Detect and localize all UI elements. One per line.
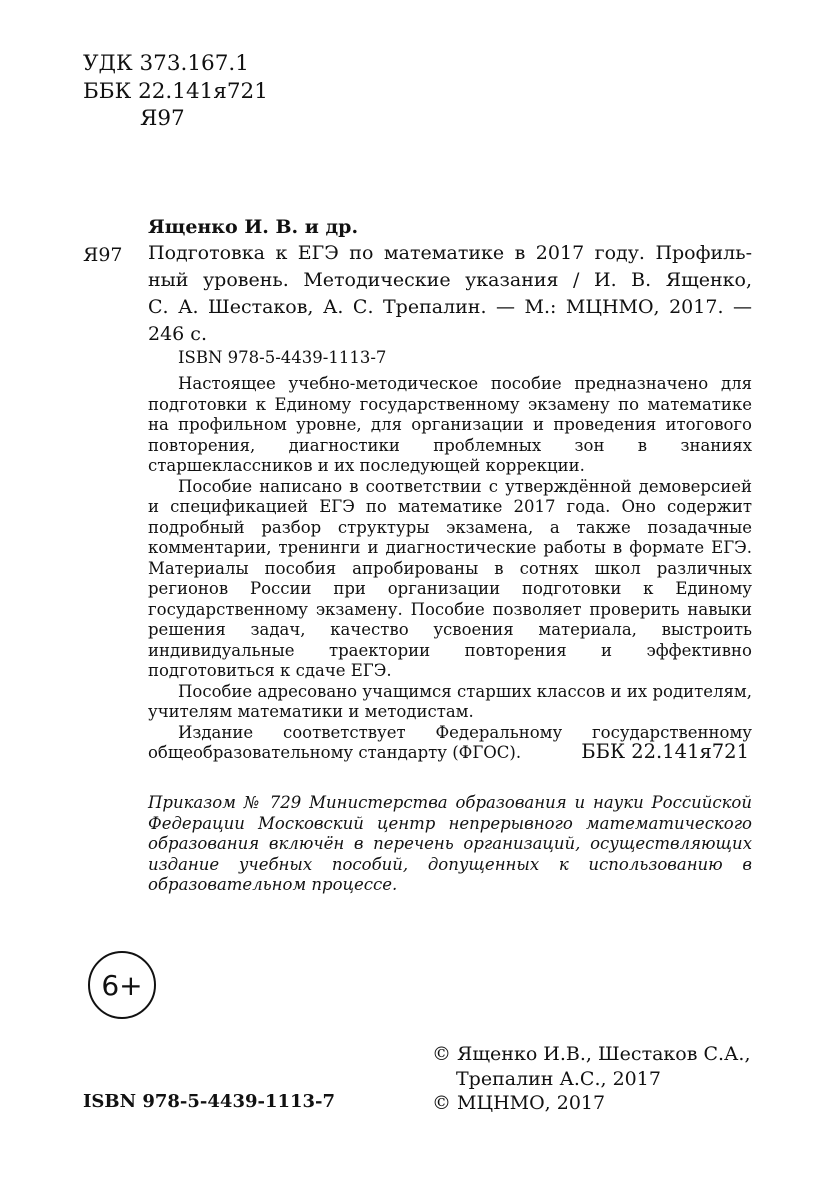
title-line: Подготовка к ЕГЭ по математике в 2017 году. Профиль- <box>148 242 752 264</box>
annotation <box>148 374 752 764</box>
bbk-code: ББК 22.141я721 <box>83 78 268 104</box>
isbn-bottom: ISBN 978-5-4439-1113-7 <box>83 1091 336 1112</box>
classification-codes <box>83 50 268 133</box>
annotation-paragraph: Пособие написано в соответствии с утверждённой демоверсией и спецификацией ЕГЭ по математике 2017 года. Оно содержит подробный разбор структуры экзамена, а также позадачные комментарии, тренинги и диагностические работы в формате ЕГЭ. Материалы пособия апробированы в сотнях школ различных регионов России при организации подготовки к Единому государственному экзамену. Пособие позволяет проверить навыки решения задач, качество усвоения материала, выстроить индивидуальные траектории повторения и эффективно подготовиться к сдаче ЕГЭ. <box>148 476 752 680</box>
annotation-paragraph: Настоящее учебно-методическое пособие предназначено для подготовки к Единому государственному экзамену по математике на профильном уровне, для организации и проведения итогового повторения, диагностики проблемных зон в знаниях старшеклассников и их последующей коррекции. <box>148 374 752 475</box>
catalog-rubric: Я97 <box>83 244 123 266</box>
udk-code: УДК 373.167.1 <box>83 51 249 76</box>
annotation-paragraph: Издание соответствует Федеральному государственному общеобразовательному стандарту (ФГОС). <box>148 722 752 762</box>
annotation-paragraph: Пособие адресовано учащимся старших классов и их родителям, учителям математики и методистам. <box>148 681 752 721</box>
ministry-order-note: Приказом № 729 Министерства образования и науки Российской Федерации Московский центр непрерывного математического образования включён в перечень организаций, осуществляющих издание учебных пособий, допущенных к использованию в образовательном процессе. <box>148 793 752 894</box>
copyright-block <box>432 1042 751 1116</box>
catalog-isbn: ISBN 978-5-4439-1113-7 <box>178 348 387 367</box>
catalog-author: Ященко И. В. и др. <box>148 216 359 238</box>
bbk-code-right: ББК 22.141я721 <box>581 740 749 763</box>
catalog-title <box>148 240 752 348</box>
copyright-line: © Ященко И.В., Шестаков С.А., <box>432 1043 751 1065</box>
age-rating-badge: 6+ <box>88 951 156 1019</box>
copyright-line: © МЦНМО, 2017 <box>432 1092 606 1114</box>
title-line: ный уровень. Методические указания / И. В. Ященко, <box>148 269 752 291</box>
title-line: 246 с. <box>148 323 207 345</box>
title-line: С. А. Шестаков, А. С. Трепалин. — М.: МЦНМО, 2017. — <box>148 296 752 318</box>
copyright-line: Трепалин А.С., 2017 <box>456 1067 661 1090</box>
author-mark: Я97 <box>140 106 185 131</box>
